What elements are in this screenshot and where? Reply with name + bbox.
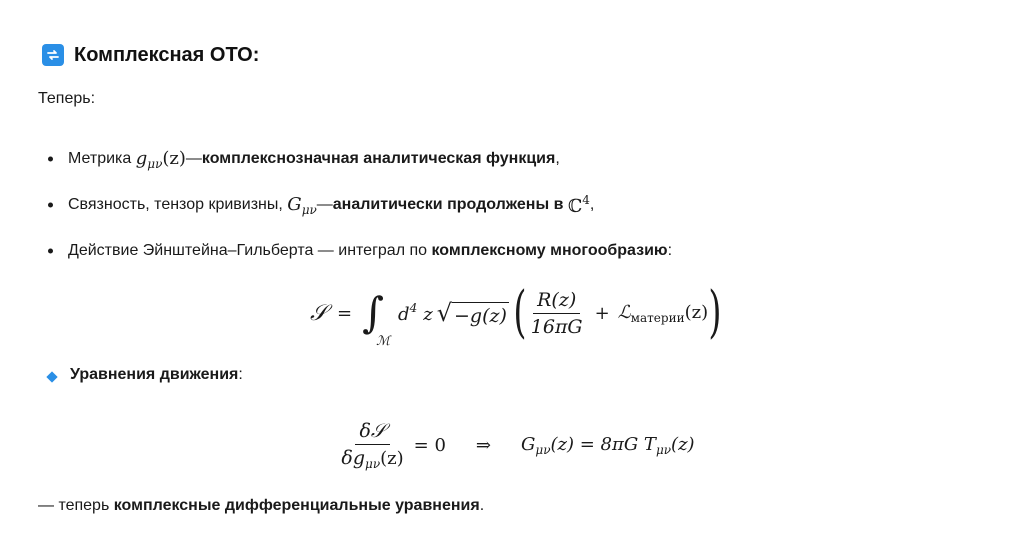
metric-bold: комплекснозначная аналитическая функция: [201, 150, 556, 167]
motion-equation: $\frac{\text{δ𝒮}}{\delta g_{\mu\nu}(z)}$ = 0 ⇒ $G_{\mu\nu}(z) = 8\pi G$ $T_{\mu\nu}(z)$: [341, 419, 695, 471]
bullet-list: [46, 136, 672, 274]
bullet-metric: Метрика $g_{\mu\nu}(z)$ — комплекснозначная аналитическая функция ,: [46, 136, 672, 182]
connection-bold: аналитически продолжены в: [332, 196, 564, 213]
variation-fraction: $\frac{\text{δ𝒮}}{\delta g_{\mu\nu}(z)}$: [341, 419, 404, 471]
section-heading: [42, 42, 259, 68]
bullet-connection: Связность, тензор кривизны, $G_{\mu\nu}$ — аналитически продолжены в ℂ$^4$ ,: [46, 182, 672, 228]
square-root: √ −g(z): [436, 299, 507, 327]
action-bold: комплексному многообразию: [431, 242, 668, 259]
footer-text: — теперь комплексные дифференциальные уравнения.: [38, 497, 485, 514]
intro-text: Теперь:: [38, 90, 96, 107]
diamond-bullet-icon: [46, 371, 57, 382]
section-title: Комплексная ОТО:: [74, 43, 260, 66]
implies-arrow: ⇒: [475, 434, 492, 456]
repeat-arrows-icon: [42, 44, 64, 66]
integral-sign: ∫ ℳ: [362, 288, 391, 349]
action-equation: 𝒮 = ∫ ℳ $d^4$ z √ −g(z) ( $\frac{R(z)}{16\pi G}$ + ℒ$_{материи}$(z) ): [310, 280, 722, 349]
motion-heading: Уравнения движения:: [70, 366, 243, 383]
curvature-fraction: $\frac{R(z)}{16\pi G}$: [530, 288, 583, 338]
bullet-action: Действие Эйнштейна–Гильберта — интеграл по комплексному многообразию :: [46, 228, 672, 274]
